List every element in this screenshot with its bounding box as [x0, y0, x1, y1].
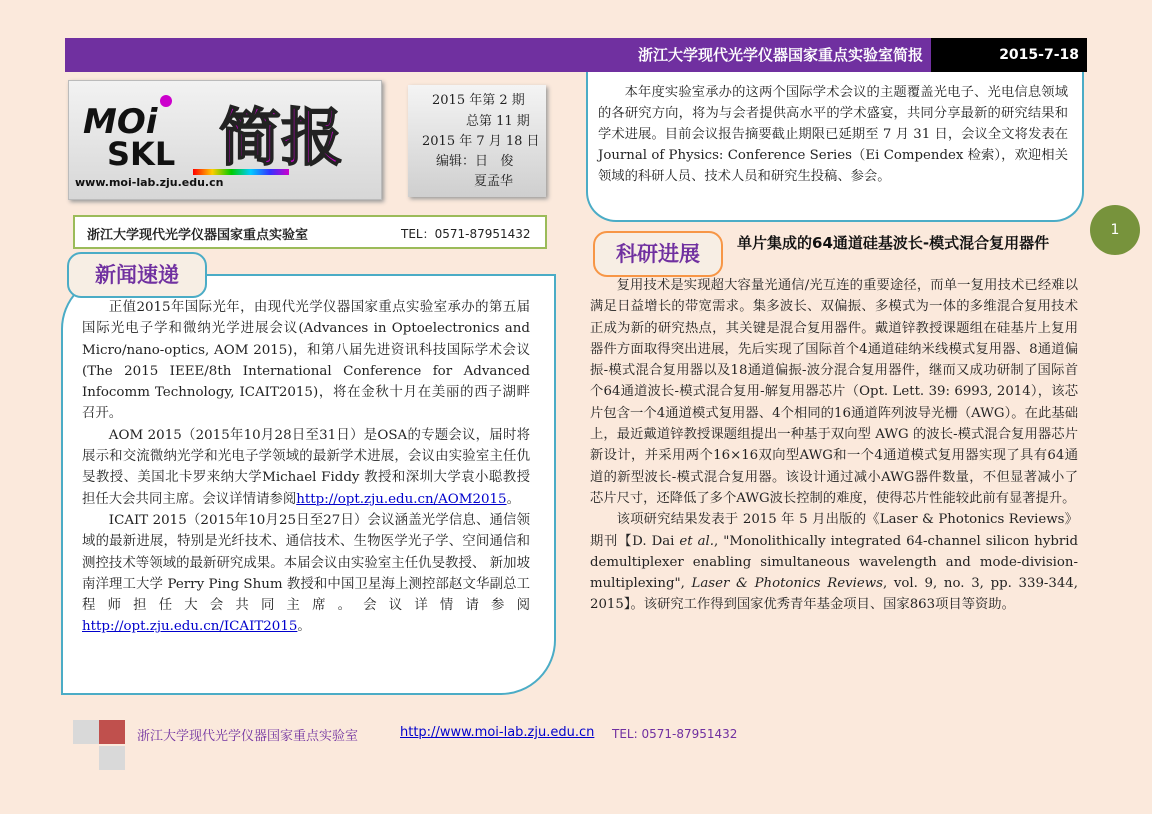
footer-square-1	[73, 720, 99, 744]
icait-link[interactable]: http://opt.zju.edu.cn/ICAIT2015	[82, 619, 298, 635]
page-number-badge: 1	[1090, 205, 1140, 255]
research-p2-journal: Laser & Photonics Reviews	[691, 576, 883, 592]
news-section-label	[67, 252, 207, 298]
intro-text: 本年度实验室承办的这两个国际学术会议的主题覆盖光电子、光电信息领域的各研究方向，将为与会者提供高水平的学术盛宴，共同分享最新的研究结果和学术进展。目前会议报告摘要截止期限已延期至 7 月 31 日，会议全文将发表在 Journal of Physics: Conference Series（Ei Compendex 检索），欢迎相关领域的科研人员、技术人员和研究生投稿、参会。	[598, 85, 1068, 184]
footer-url-link[interactable]: http://www.moi-lab.zju.edu.cn	[400, 725, 595, 740]
footer-tel: TEL: 0571-87951432	[612, 727, 738, 741]
research-p2-c: , vol. 9, no. 3, pp. 339-344, 2015】。该研究工作得到国家优秀青年基金项目、国家863项目等资助。	[590, 576, 1078, 613]
news-content	[82, 297, 530, 638]
research-section-label	[593, 231, 723, 277]
issue-info	[408, 85, 546, 197]
research-section-title: 科研进展	[616, 242, 700, 266]
lab-tel: TEL：0571-87951432	[401, 227, 531, 241]
aom-link[interactable]: http://opt.zju.edu.cn/AOM2015	[296, 491, 507, 507]
issue-editor: 编辑：日 俊	[436, 154, 514, 169]
issue-editor2: 夏孟华	[474, 174, 514, 189]
logo-url: www.moi-lab.zju.edu.cn	[75, 176, 224, 189]
news-paragraph-3	[82, 510, 530, 638]
footer-lab-name: 浙江大学现代光学仪器国家重点实验室	[137, 729, 359, 744]
research-content	[590, 275, 1078, 616]
lab-name: 浙江大学现代光学仪器国家重点实验室	[87, 228, 309, 243]
lab-bar	[73, 215, 547, 249]
research-p2-etal: et al.	[679, 533, 715, 549]
issue-date: 2015 年 7 月 18 日	[422, 134, 540, 149]
logo	[68, 80, 382, 200]
news-p3-end: 。	[297, 619, 311, 635]
research-paragraph-2	[590, 509, 1078, 615]
news-p3-text: ICAIT 2015（2015年10月25日至27日）会议涵盖光学信息、通信领域的最新进展，特别是光纤技术、通信技术、生物医学光子学、空间通信和测控技术等领域的最新研究成果。本届会议由实验室主任仇旻教授、 新加坡南洋理工大学 Perry Ping Shum 教授和中国卫星海上测控部赵文华副总工程师担任大会共同主席。会议详情请参阅	[82, 512, 530, 614]
issue-total: 总第 11 期	[466, 114, 530, 129]
news-paragraph-2	[82, 425, 530, 510]
logo-skl-text: SKL	[107, 135, 176, 173]
research-p2-b: , "Monolithically integrated 64-channel silicon hybrid demultiplexer enabling simultaneous wavelength and mode-division-multiplexing",	[590, 533, 1078, 592]
logo-dot	[160, 95, 172, 107]
research-p2-a: 该项研究结果发表于 2015 年 5 月出版的《Laser & Photonics Reviews》期刊【D. Dai	[590, 512, 1078, 549]
logo-jianbao-text: 简报	[219, 101, 344, 174]
issue-number: 2015 年第 2 期	[432, 93, 525, 108]
news-p2-text: AOM 2015（2015年10月28日至31日）是OSA的专题会议，届时将展示和交流微纳光学和光电子学领域的最新学术进展，会议由实验室主任仇旻教授、美国北卡罗来纳大学Michael Fiddy 教授和深圳大学袁小聪教授担任大会共同主席。会议详情请参阅	[82, 427, 530, 507]
research-headline: 单片集成的64通道硅基波长-模式混合复用器件	[737, 234, 1050, 252]
news-section-title: 新闻速递	[95, 263, 179, 287]
news-paragraph-1: 正值2015年国际光年，由现代光学仪器国家重点实验室承办的第五届国际光电子学和微纳光学进展会议(Advances in Optoelectronics and Micro/nano-optics, AOM 2015)，和第八届先进资讯科技国际学术会议 (The 2015 IEEE/8th International Conference for Advanced Infocomm Technology, ICAIT2015)，将在金秋十月在美丽的西子湖畔召开。	[82, 300, 530, 422]
footer-square-3	[99, 746, 125, 770]
header-date: 2015-7-18	[999, 47, 1079, 63]
research-paragraph-1: 复用技术是实现超大容量光通信/光互连的重要途径，而单一复用技术已经难以满足日益增长的带宽需求。集多波长、双偏振、多模式为一体的多维混合复用技术正成为新的研究热点，其关键是混合复用器件。戴道锌教授课题组在硅基片上复用器件方面取得突出进展，先后实现了国际首个4通道硅纳米线模式复用器、8通道偏振-模式混合复用器以及18通道偏振-波分混合复用器件，继而又成功研制了国际首个64通道波长-模式混合复用-解复用器芯片（Opt. Lett. 39: 6993, 2014），该芯片包含一个4通道模式复用器、4个相同的16通道阵列波导光栅（AWG）。在此基础上，最近戴道锌教授课题组提出一种基于双向型 AWG 的波长-模式混合复用器芯片新设计，并采用两个16×16双向型AWG和一个4通道模式复用器实现了具有64通道的新型波长-模式混合复用器。该设计通过减小AWG器件数量，不但显著减小了芯片尺寸，还降低了多个AWG波长控制的难度，使得芯片性能较此前有显著提升。	[590, 278, 1078, 506]
logo-moi-text: MOi	[83, 102, 158, 142]
news-p2-end: 。	[506, 491, 520, 507]
footer-square-2	[99, 720, 125, 744]
newsletter-title: 浙江大学现代光学仪器国家重点实验室简报	[637, 46, 923, 64]
